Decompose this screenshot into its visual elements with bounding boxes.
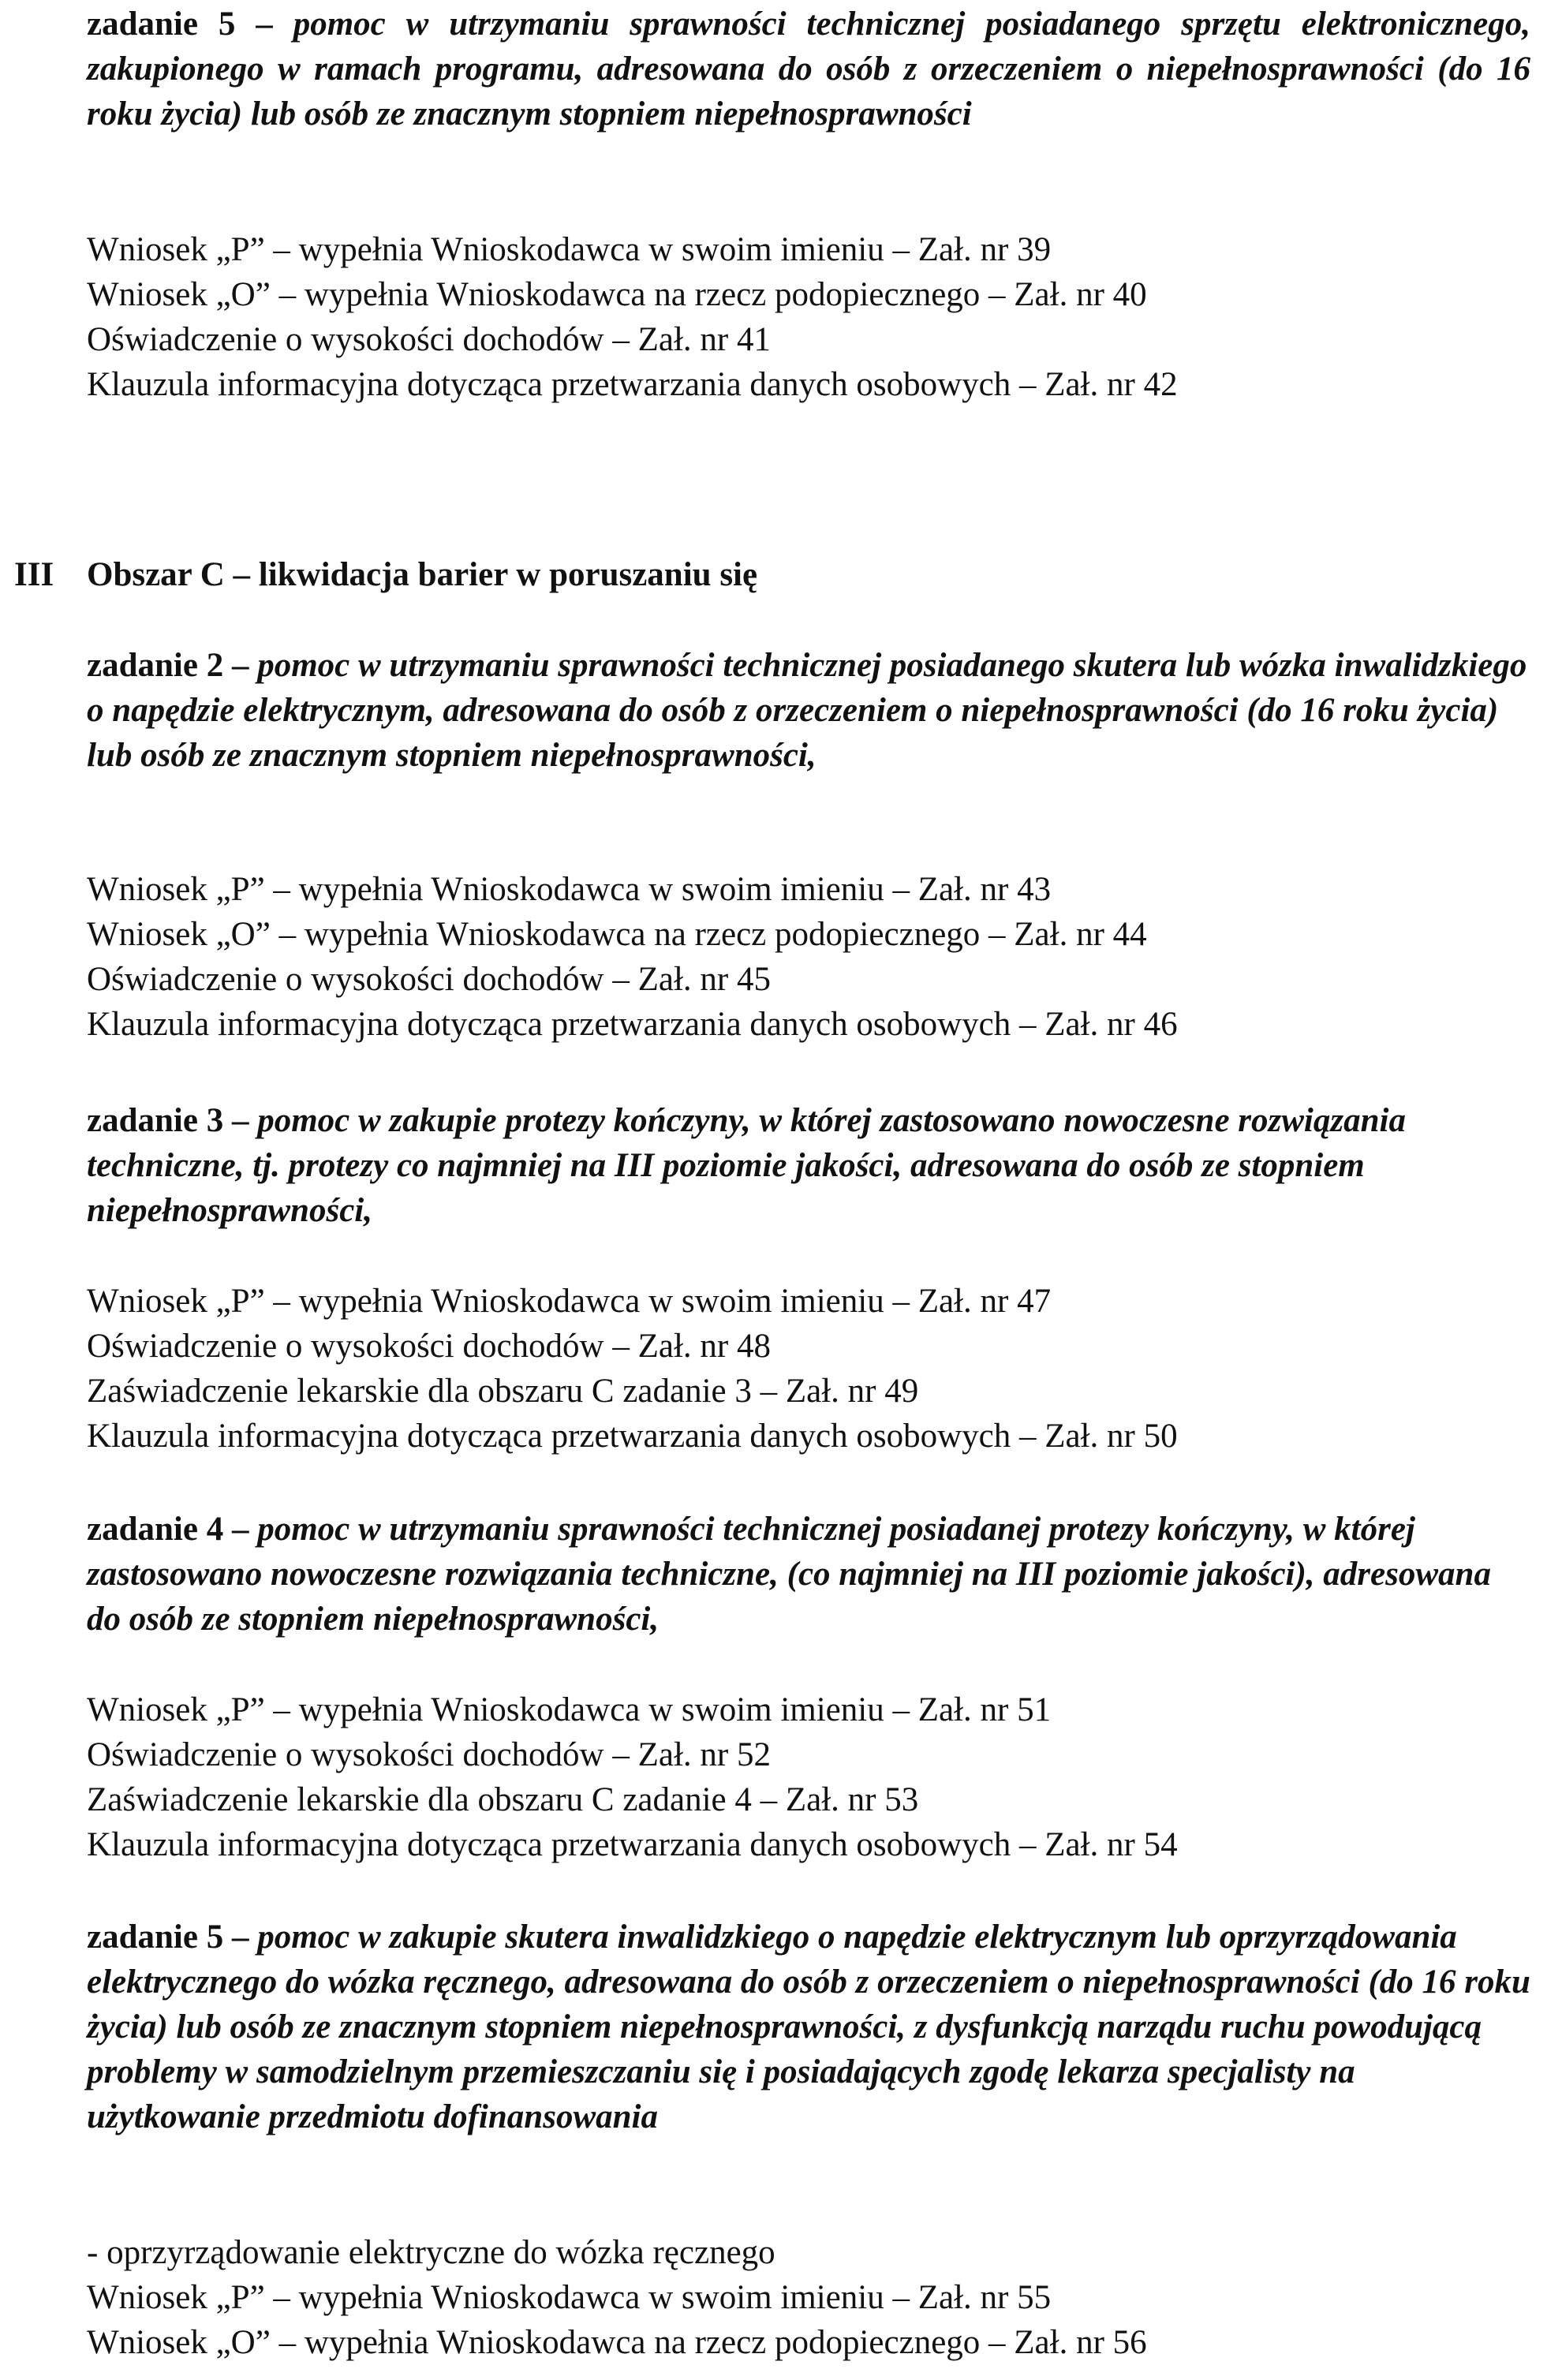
- section-title: Obszar C – likwidacja barier w poruszaniu się: [87, 556, 758, 593]
- attachment-item: Oświadczenie o wysokości dochodów – Zał. nr 45: [87, 961, 771, 998]
- task-heading-c2: [87, 643, 1530, 778]
- attachment-item: Wniosek „P” – wypełnia Wnioskodawca w swoim imieniu – Zał. nr 39: [87, 231, 1052, 268]
- task-description: pomoc w zakupie skutera inwalidzkiego o napędzie elektrycznym lub oprzyrządowania elektrycznego do wózka ręcznego, adresowana do osób z orzeczeniem o niepełnosprawności (do 16 roku życia) lub osób ze znacznym stopniem niepełnosprawności, z dysfunkcją narządu ruchu powodującą problemy w samodzielnym przemieszczaniu się i posiadających zgodę lekarza specjalisty na użytkowanie przedmiotu dofinansowania: [87, 1919, 1530, 2135]
- attachment-list-b5: [87, 227, 1530, 407]
- task-title: [87, 1507, 1530, 1642]
- attachment-item: Oświadczenie o wysokości dochodów – Zał. nr 41: [87, 321, 771, 358]
- task-title: [87, 2, 1530, 136]
- attachment-item: Wniosek „O” – wypełnia Wnioskodawca na rzecz podopiecznego – Zał. nr 44: [87, 916, 1147, 953]
- task-title: [87, 1915, 1530, 2139]
- task-label: zadanie 2 –: [87, 647, 249, 684]
- attachment-item: Wniosek „P” – wypełnia Wnioskodawca w swoim imieniu – Zał. nr 47: [87, 1283, 1052, 1320]
- attachment-item: Klauzula informacyjna dotycząca przetwarzania danych osobowych – Zał. nr 54: [87, 1826, 1178, 1863]
- attachment-item: Zaświadczenie lekarskie dla obszaru C zadanie 3 – Zał. nr 49: [87, 1373, 919, 1410]
- task-heading-b5: [87, 2, 1530, 136]
- attachment-item: Klauzula informacyjna dotycząca przetwarzania danych osobowych – Zał. nr 50: [87, 1418, 1178, 1455]
- task-description: pomoc w zakupie protezy kończyny, w której zastosowano nowoczesne rozwiązania techniczne, tj. protezy co najmniej na III poziomie jakości, adresowana do osób ze stopniem niepełnosprawności,: [87, 1102, 1406, 1229]
- attachment-item: - oprzyrządowanie elektryczne do wózka ręcznego: [87, 2234, 775, 2271]
- attachment-item: Wniosek „O” – wypełnia Wnioskodawca na rzecz podopiecznego – Zał. nr 56: [87, 2324, 1147, 2361]
- attachment-item: Wniosek „P” – wypełnia Wnioskodawca w swoim imieniu – Zał. nr 51: [87, 1691, 1052, 1728]
- task-heading-c3: [87, 1098, 1530, 1233]
- section-heading: [14, 552, 757, 597]
- attachment-item: Oświadczenie o wysokości dochodów – Zał. nr 48: [87, 1328, 771, 1365]
- attachment-item: Wniosek „P” – wypełnia Wnioskodawca w swoim imieniu – Zał. nr 43: [87, 871, 1052, 908]
- attachment-list-c3: [87, 1279, 1530, 1459]
- attachment-item: Oświadczenie o wysokości dochodów – Zał. nr 52: [87, 1736, 771, 1773]
- task-title: [87, 1098, 1530, 1233]
- attachment-list-c2: [87, 867, 1530, 1047]
- attachment-list-c5: [87, 2230, 1530, 2365]
- attachment-list-c4: [87, 1687, 1530, 1867]
- task-label: zadanie 5 –: [87, 6, 273, 43]
- task-description: pomoc w utrzymaniu sprawności technicznej posiadanego sprzętu elektronicznego, zakupionego w ramach programu, adresowana do osób z orzeczeniem o niepełnosprawności (do 16 roku życia) lub osób ze znacznym stopniem niepełnosprawności: [87, 6, 1530, 133]
- attachment-item: Klauzula informacyjna dotycząca przetwarzania danych osobowych – Zał. nr 46: [87, 1006, 1178, 1043]
- task-description: pomoc w utrzymaniu sprawności technicznej posiadanej protezy kończyny, w której zastosowano nowoczesne rozwiązania techniczne, (co najmniej na III poziomie jakości), adresowana do osób ze stopniem niepełnosprawności,: [87, 1511, 1491, 1638]
- attachment-item: Zaświadczenie lekarskie dla obszaru C zadanie 4 – Zał. nr 53: [87, 1781, 919, 1818]
- task-label: zadanie 3 –: [87, 1102, 249, 1139]
- attachment-item: Klauzula informacyjna dotycząca przetwarzania danych osobowych – Zał. nr 42: [87, 366, 1178, 403]
- section-number: III: [14, 556, 54, 593]
- task-label: zadanie 5 –: [87, 1919, 249, 1956]
- task-description: pomoc w utrzymaniu sprawności technicznej posiadanego skutera lub wózka inwalidzkiego o napędzie elektrycznym, adresowana do osób z orzeczeniem o niepełnosprawności (do 16 roku życia) lub osób ze znacznym stopniem niepełnosprawności,: [87, 647, 1527, 774]
- task-label: zadanie 4 –: [87, 1511, 249, 1548]
- attachment-item: Wniosek „O” – wypełnia Wnioskodawca na rzecz podopiecznego – Zał. nr 40: [87, 276, 1147, 313]
- task-title: [87, 643, 1530, 778]
- task-heading-c5: [87, 1915, 1530, 2139]
- task-heading-c4: [87, 1507, 1530, 1642]
- attachment-item: Wniosek „P” – wypełnia Wnioskodawca w swoim imieniu – Zał. nr 55: [87, 2279, 1052, 2316]
